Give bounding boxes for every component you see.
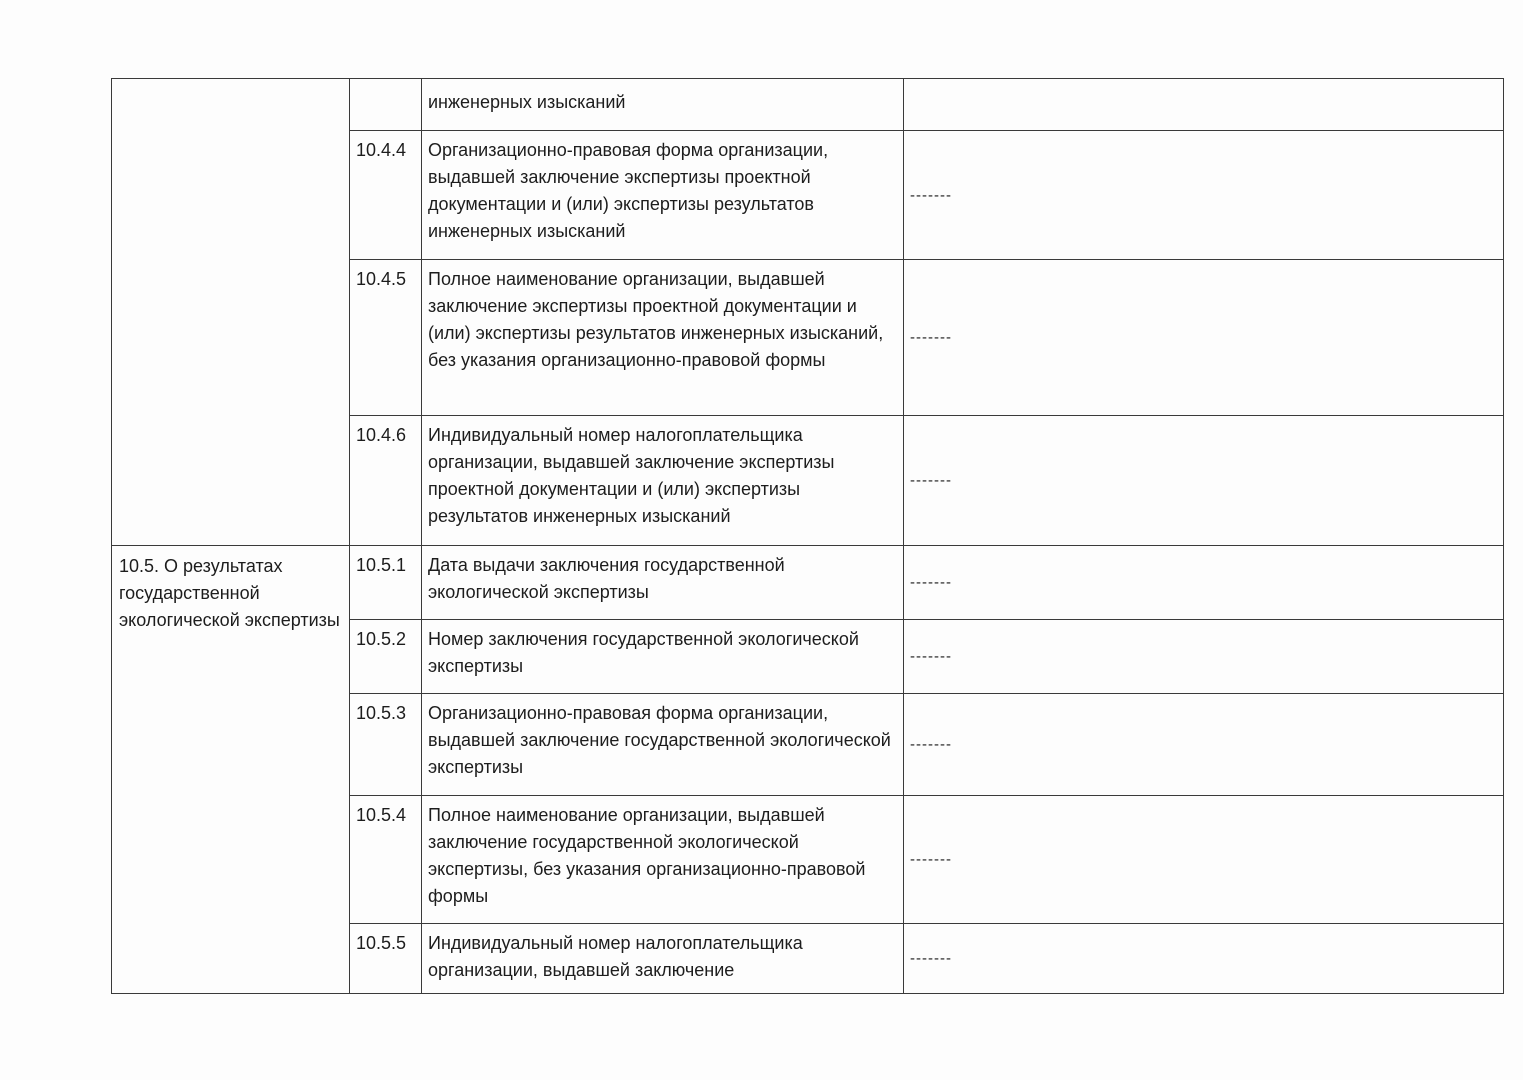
row-value: ------- [904,620,1504,694]
row-description: Номер заключения государственной экологической экспертизы [422,620,904,694]
row-description: Индивидуальный номер налогоплательщика организации, выдавшей заключение [422,924,904,994]
row-number: 10.5.1 [350,546,422,620]
section-cell-10-4 [112,79,350,546]
row-number: 10.5.4 [350,796,422,924]
row-value: ------- [904,416,1504,546]
row-number: 10.5.3 [350,694,422,796]
row-value: ------- [904,796,1504,924]
row-value: ------- [904,131,1504,260]
row-value [904,79,1504,131]
row-value: ------- [904,546,1504,620]
row-number: 10.5.5 [350,924,422,994]
row-number: 10.4.5 [350,260,422,416]
row-description: Организационно-правовая форма организации, выдавшей заключение экспертизы проектной документации и (или) экспертизы результатов инженерных изысканий [422,131,904,260]
row-description: Организационно-правовая форма организации, выдавшей заключение государственной экологической экспертизы [422,694,904,796]
row-description: Полное наименование организации, выдавшей заключение государственной экологической экспертизы, без указания организационно-правовой формы [422,796,904,924]
row-value: ------- [904,694,1504,796]
data-table [111,78,1504,994]
row-description: Полное наименование организации, выдавшей заключение экспертизы проектной документации и (или) экспертизы результатов инженерных изысканий, без указания организационно-правовой формы [422,260,904,416]
row-value: ------- [904,260,1504,416]
row-description: Индивидуальный номер налогоплательщика организации, выдавшей заключение экспертизы проектной документации и (или) экспертизы результатов инженерных изысканий [422,416,904,546]
row-number: 10.4.4 [350,131,422,260]
row-number: 10.4.6 [350,416,422,546]
table-row [112,546,1504,620]
row-description: инженерных изысканий [422,79,904,131]
row-number: 10.5.2 [350,620,422,694]
row-number [350,79,422,131]
row-value: ------- [904,924,1504,994]
section-cell-10-5: 10.5. О результатах государственной экологической экспертизы [112,546,350,994]
row-description: Дата выдачи заключения государственной экологической экспертизы [422,546,904,620]
table-row [112,79,1504,131]
